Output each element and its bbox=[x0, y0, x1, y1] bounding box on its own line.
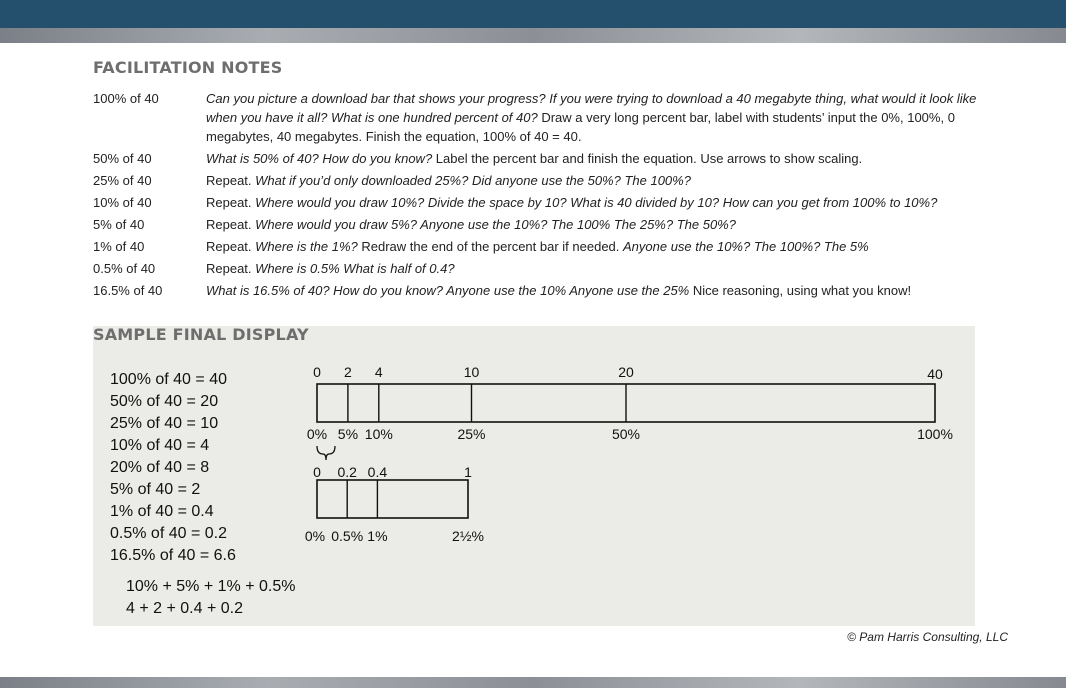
small-bar-value-label: 0.2 bbox=[337, 464, 357, 480]
note-text-plain: Redraw the end of the percent bar if needed. bbox=[357, 239, 623, 254]
note-text-plain: Repeat. bbox=[206, 173, 256, 188]
note-label: 50% of 40 bbox=[93, 151, 152, 166]
note-text-italic: What is 16.5% of 40? How do you know? Anyone use the 10% Anyone use the 25% bbox=[206, 283, 690, 298]
large-bar-value-label: 2 bbox=[344, 364, 352, 380]
note-text-plain: Draw a very long percent bar, label with students’ input the 0%, 100%, 0 megabytes, 40 megabytes. Finish the equation, 100% of 40 = 40. bbox=[206, 110, 955, 144]
note-row bbox=[93, 89, 983, 146]
equation: 1% of 40 = 0.4 bbox=[110, 503, 214, 520]
note-text-plain: Label the percent bar and finish the equation. Use arrows to show scaling. bbox=[432, 151, 863, 166]
note-text-plain: Repeat. bbox=[206, 195, 256, 210]
note-label: 5% of 40 bbox=[93, 217, 145, 232]
equation: 5% of 40 = 2 bbox=[110, 481, 201, 498]
note-text-italic: What if you’d only downloaded 25%? Did anyone use the 50%? The 100%? bbox=[255, 173, 691, 188]
small-bar-value-label: 0.4 bbox=[367, 464, 388, 480]
sum-line: 10% + 5% + 1% + 0.5% bbox=[126, 578, 296, 595]
note-text-italic: Anyone use the 10%? The 100%? The 5% bbox=[623, 239, 869, 254]
note-row bbox=[93, 259, 983, 278]
note-text-italic: Where would you draw 5%? Anyone use the 10%? The 100% The 25%? The 50%? bbox=[255, 217, 736, 232]
large-bar-value-label: 0 bbox=[313, 364, 321, 380]
note-label: 100% of 40 bbox=[93, 91, 159, 106]
note-label: 10% of 40 bbox=[93, 195, 152, 210]
note-text-plain: Repeat. bbox=[206, 217, 256, 232]
large-bar-value-label: 10 bbox=[463, 364, 480, 380]
note-text-italic: Can you picture a download bar that shows your progress? If you were trying to download a 40 megabyte thing, what would it look like when you have it all? What is one hundred percent of 40? bbox=[206, 91, 977, 125]
note-text bbox=[206, 193, 983, 212]
large-bar-percent-label: 10% bbox=[364, 426, 393, 442]
note-row bbox=[93, 237, 983, 256]
equation: 100% of 40 = 40 bbox=[110, 371, 227, 388]
small-bar-percent-label: 2½% bbox=[452, 528, 484, 544]
top-banner bbox=[0, 0, 1066, 28]
large-bar-value-label: 4 bbox=[374, 364, 383, 380]
equation: 16.5% of 40 = 6.6 bbox=[110, 547, 236, 564]
bottom-texture-strip bbox=[0, 677, 1066, 688]
note-text bbox=[206, 281, 983, 300]
large-bar-value-label: 20 bbox=[618, 364, 634, 380]
small-percent-bar bbox=[317, 480, 468, 518]
large-bar-percent-label: 0% bbox=[306, 426, 328, 442]
zoom-bracket bbox=[317, 446, 335, 460]
equation: 50% of 40 = 20 bbox=[110, 393, 219, 410]
large-bar-percent-label: 100% bbox=[917, 426, 953, 442]
small-bar-percent-label: 0.5% bbox=[331, 528, 364, 544]
small-bar-value-label: 1 bbox=[464, 464, 472, 480]
note-row bbox=[93, 149, 983, 168]
note-text-italic: Where is 0.5% What is half of 0.4? bbox=[255, 261, 455, 276]
note-text bbox=[206, 149, 983, 168]
note-row bbox=[93, 281, 983, 300]
note-label: 0.5% of 40 bbox=[93, 261, 156, 276]
note-label: 16.5% of 40 bbox=[93, 283, 163, 298]
note-text-italic: Where would you draw 10%? Divide the space by 10? What is 40 divided by 10? How can you get from 100% to 10%? bbox=[255, 195, 938, 210]
sample-display-title: SAMPLE FINAL DISPLAY bbox=[93, 325, 309, 344]
copyright-text: © Pam Harris Consulting, LLC bbox=[847, 630, 1008, 644]
note-text bbox=[206, 89, 983, 146]
large-bar-percent-label: 5% bbox=[337, 426, 359, 442]
note-label: 25% of 40 bbox=[93, 173, 152, 188]
note-row bbox=[93, 171, 983, 190]
note-label: 1% of 40 bbox=[93, 239, 145, 254]
facilitation-notes-title: FACILITATION NOTES bbox=[93, 58, 283, 77]
large-bar-percent-label: 25% bbox=[457, 426, 486, 442]
note-row bbox=[93, 215, 983, 234]
equation: 25% of 40 = 10 bbox=[110, 415, 219, 432]
note-text-italic: What is 50% of 40? How do you know? bbox=[206, 151, 433, 166]
percent-bars bbox=[93, 326, 975, 626]
small-bar-value-label: 0 bbox=[313, 464, 321, 480]
facilitation-notes-list bbox=[93, 89, 983, 303]
sum-line: 4 + 2 + 0.4 + 0.2 bbox=[126, 600, 243, 617]
equation: 0.5% of 40 = 0.2 bbox=[110, 525, 227, 542]
small-bar-percent-label: 1% bbox=[367, 528, 388, 544]
small-bar-percent-label: 0% bbox=[304, 528, 326, 544]
note-text bbox=[206, 259, 983, 278]
top-texture-strip bbox=[0, 28, 1066, 43]
note-text-plain: Nice reasoning, using what you know! bbox=[689, 283, 912, 298]
note-text-plain: Repeat. bbox=[206, 261, 256, 276]
note-text-italic: Where is the 1%? bbox=[255, 239, 358, 254]
note-text bbox=[206, 215, 983, 234]
sample-display-panel bbox=[93, 326, 975, 626]
note-text-plain: Repeat. bbox=[206, 239, 256, 254]
equation: 20% of 40 = 8 bbox=[110, 459, 210, 476]
note-row bbox=[93, 193, 983, 212]
note-text bbox=[206, 237, 983, 256]
note-text bbox=[206, 171, 983, 190]
large-bar-percent-label: 50% bbox=[611, 426, 641, 442]
large-bar-value-label: 40 bbox=[927, 366, 943, 382]
equation: 10% of 40 = 4 bbox=[110, 437, 210, 454]
